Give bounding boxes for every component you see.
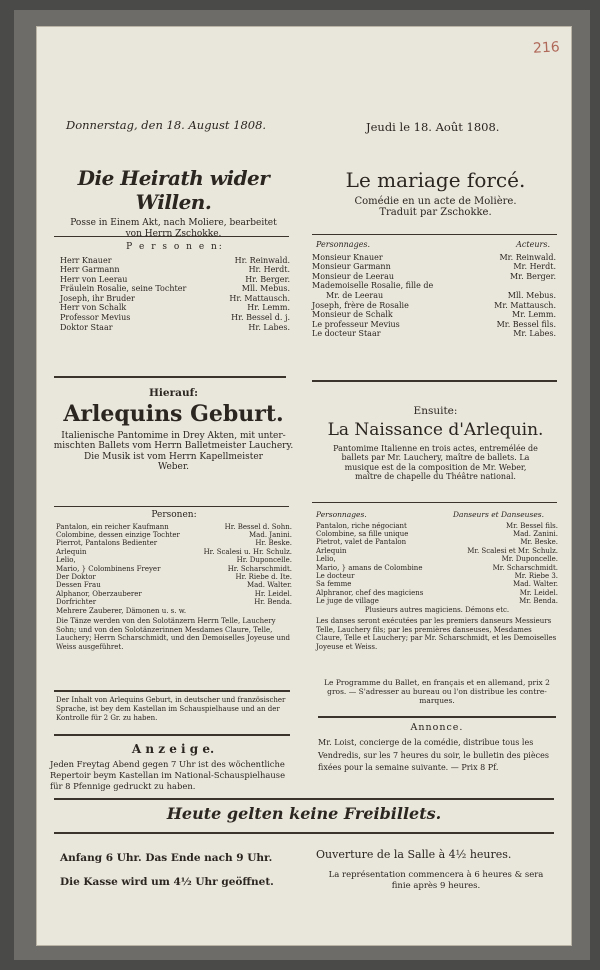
play2-subtitle-french-2: ballets par Mr. Lauchery, maître de ballets. La bbox=[341, 453, 530, 463]
cast-row: Monsieur Garmann Mr. Herdt. bbox=[312, 262, 556, 272]
divider bbox=[312, 380, 557, 382]
cast-row: Arlequin Hr. Scalesi u. Hr. Schulz. bbox=[56, 547, 292, 556]
cast-row: Monsieur Knauer Mr. Reinwald. bbox=[312, 252, 556, 262]
cast-heading: Personnages. Acteurs. bbox=[316, 240, 550, 249]
cast-row: Herr von Leerau Hr. Berger. bbox=[60, 274, 290, 284]
divider bbox=[54, 798, 554, 800]
cast-row: Plusieurs autres magiciens. Démons etc. bbox=[364, 605, 510, 614]
cast-row: Dessen Frau Mad. Walter. bbox=[56, 581, 292, 590]
cast-row: Pierrot, Pantalons Bedienter Hr. Beske. bbox=[56, 539, 292, 548]
play2-subtitle-german-4: Weber. bbox=[157, 462, 190, 472]
play2-subtitle-french-3: musique est de la composition de Mr. Weber, bbox=[344, 462, 527, 472]
play1-subtitle-german-1: Posse in Einem Akt, nach Moliere, bearbeitet bbox=[70, 218, 277, 228]
cast-row: Le professeur Mevius Mr. Bessel fils. bbox=[312, 319, 556, 329]
play1-title-french: Le mariage forcé. bbox=[345, 168, 526, 192]
cast-row: Mr. de Leerau Mll. Mebus. bbox=[326, 290, 556, 300]
cast-row: Colombine, dessen einzige Tochter Mad. Janini. bbox=[56, 530, 292, 539]
cast-heading: P e r s o n e n: bbox=[126, 242, 224, 252]
divider bbox=[54, 690, 290, 692]
date-french: Jeudi le 18. Août 1808. bbox=[366, 120, 500, 134]
play2-french-block bbox=[308, 406, 563, 482]
divider bbox=[312, 502, 557, 503]
program-notice-german: Der Inhalt von Arlequins Geburt, in deutscher und französischer Sprache, ist bey dem Kastellan im Schauspielhause und an der Kontrolle für 2 Gr. zu haben. bbox=[56, 696, 286, 722]
playbill-sheet bbox=[36, 26, 572, 946]
cast-row: Lelio, Mr. Duponcelle. bbox=[316, 555, 558, 564]
cast-row: Der Doktor Hr. Riebe d. Ite. bbox=[56, 572, 292, 581]
cast-row: Monsieur de Leerau Mr. Berger. bbox=[312, 271, 556, 281]
cast-row: Alphranor, chef des magiciens Mr. Leidel. bbox=[316, 588, 558, 597]
play1-subtitle-french-2: Traduit par Zschokke. bbox=[379, 206, 492, 218]
cast-row: Herr Knauer Hr. Reinwald. bbox=[60, 255, 290, 265]
anzeige-heading: A n z e i g e. bbox=[131, 742, 215, 756]
play1-subtitle-french-1: Comédie en un acte de Molière. bbox=[354, 196, 517, 207]
cast-row: Pantalon, ein reicher Kaufmann Hr. Bessel d. Sohn. bbox=[56, 522, 292, 531]
annonce-text: Mr. Loist, concierge de la comédie, distribue tous les Vendredis, sur les 7 heures du soir, le bulletin des pièces fixées pour la semaine suivante. — Prix 8 Pf. bbox=[318, 738, 549, 772]
cast-row: Le docteur Staar Mr. Labes. bbox=[312, 329, 556, 339]
play2-subtitle-french-4: maître de chapelle du Théâtre national. bbox=[355, 472, 516, 482]
play2-subtitle-french-1: Pantomime Italienne en trois actes, entremélée de bbox=[333, 443, 538, 453]
cast-row: Le juge de village Mr. Benda. bbox=[316, 597, 558, 606]
cast-row: Dorfrichter Hr. Benda. bbox=[56, 598, 292, 607]
start-french: La représentation commencera à 6 heures & sera finie après 9 heures. bbox=[328, 870, 544, 891]
dancers-german: Die Tänze werden von den Solotänzern Herrn Telle, Lauchery Sohn; und von den Solotänzerinnen Mesdames Claure, Telle, Lauchery; Herrn Scharschmidt, und den Demoiselles Joyeuse und Weiss ausgeführet. bbox=[56, 616, 291, 651]
play2-intro-french: Ensuite: bbox=[413, 405, 458, 417]
divider bbox=[54, 832, 554, 834]
cast-row: Mario, } Colombinens Freyer Hr. Scharschmidt. bbox=[56, 564, 292, 573]
open-french: Ouverture de la Salle à 4½ heures. bbox=[316, 848, 512, 861]
kasse-german: Die Kasse wird um 4½ Uhr geöffnet. bbox=[60, 876, 274, 888]
anzeige-text: Jeden Freytag Abend gegen 7 Uhr ist des wöchentliche Repertoir beym Kastellan im National-Schauspielhause für 8 Pfennige gedruckt zu haben. bbox=[50, 759, 286, 792]
play1-german-block bbox=[46, 166, 301, 239]
cast-row: Monsieur de Schalk Mr. Lemm. bbox=[312, 310, 556, 320]
annonce-block bbox=[318, 722, 556, 775]
cast-row: Le docteur Mr. Riebe 3. bbox=[316, 572, 558, 581]
archive-number: 216 bbox=[532, 39, 561, 57]
program-notice-french: Le Programme du Ballet, en français et en allemand, prix 2 gros. — S'adresser au bureau ou l'on distribue les contre-marques. bbox=[324, 678, 550, 705]
annonce-heading: Annonce. bbox=[410, 722, 464, 733]
cast-row: Lelio, Hr. Duponcelle. bbox=[56, 556, 292, 565]
cast-row: Joseph, frère de Rosalie Mr. Mattausch. bbox=[312, 300, 556, 310]
cast-heading: Personen: bbox=[151, 510, 197, 520]
cast-row: Arlequin Mr. Scalesi et Mr. Schulz. bbox=[316, 546, 558, 555]
play1-cast-french bbox=[312, 240, 556, 339]
play2-german-block bbox=[46, 388, 301, 473]
start-german: Anfang 6 Uhr. Das Ende nach 9 Uhr. bbox=[60, 852, 273, 864]
play2-title-german: Arlequins Geburt. bbox=[63, 400, 284, 427]
cast-row: Herr Garmann Hr. Herdt. bbox=[60, 265, 290, 275]
divider bbox=[54, 506, 289, 507]
play1-french-block bbox=[308, 168, 563, 218]
play2-intro-german: Hierauf: bbox=[149, 387, 198, 399]
play1-title-german: Die Heirath wider Willen. bbox=[77, 166, 270, 214]
divider bbox=[54, 734, 290, 736]
cast-row: Mario, } amans de Colombine Mr. Scharschmidt. bbox=[316, 563, 558, 572]
cast-row: Sa femme Mad. Walter. bbox=[316, 580, 558, 589]
play2-title-french: La Naissance d'Arlequin. bbox=[327, 419, 544, 440]
cast-row: Joseph, ihr Bruder Hr. Mattausch. bbox=[60, 293, 290, 303]
divider bbox=[54, 376, 286, 378]
no-free-tickets: Heute gelten keine Freibillets. bbox=[166, 804, 442, 823]
date-german: Donnerstag, den 18. August 1808. bbox=[66, 118, 267, 132]
cast-row: Herr von Schalk Hr. Lemm. bbox=[60, 303, 290, 313]
anzeige-block bbox=[50, 742, 296, 793]
cast-row: Mehrere Zauberer, Dämonen u. s. w. bbox=[56, 606, 187, 615]
divider bbox=[312, 234, 557, 235]
cast-row: Professor Mevius Hr. Bessel d. j. bbox=[60, 313, 290, 323]
cast-row: Pietrot, valet de Pantalon Mr. Beske. bbox=[316, 538, 558, 547]
cast-row: Pantalon, riche négociant Mr. Bessel fils. bbox=[316, 521, 558, 530]
divider bbox=[318, 716, 556, 718]
cast-row: Mademoiselle Rosalie, fille de bbox=[312, 281, 434, 291]
divider bbox=[54, 236, 289, 237]
play2-cast-german bbox=[56, 510, 292, 651]
play2-subtitle-german-3: Die Musik ist vom Herrn Kapellmeister bbox=[84, 451, 263, 462]
cast-heading: Personnages. Danseurs et Danseuses. bbox=[316, 510, 544, 519]
dancers-french: Les danses seront exécutées par les premiers danseurs Messieurs Telle, Lauchery fils; par les premières danseuses, Mesdames Claure, Telle et Lauchery; par Mr. Scharschmidt, et les Demoiselles Joyeuse et Weiss. bbox=[316, 617, 557, 651]
cast-row: Fräulein Rosalie, seine Tochter Mll. Mebus. bbox=[60, 284, 290, 294]
play1-subtitle-german-2: von Herrn Zschokke. bbox=[125, 228, 222, 239]
play1-cast-german bbox=[60, 242, 290, 332]
cast-row: Colombine, sa fille unique Mad. Zanini. bbox=[316, 530, 558, 538]
play2-subtitle-german-2: mischten Ballets vom Herrn Balletmeister Lauchery. bbox=[53, 441, 294, 451]
cast-row: Alphanor, Oberzauberer Hr. Leidel. bbox=[56, 589, 292, 598]
play2-cast-french bbox=[316, 510, 558, 651]
play2-subtitle-german-1: Italienische Pantomime in Drey Akten, mit unter- bbox=[61, 430, 286, 441]
cast-row: Doktor Staar Hr. Labes. bbox=[60, 322, 290, 332]
